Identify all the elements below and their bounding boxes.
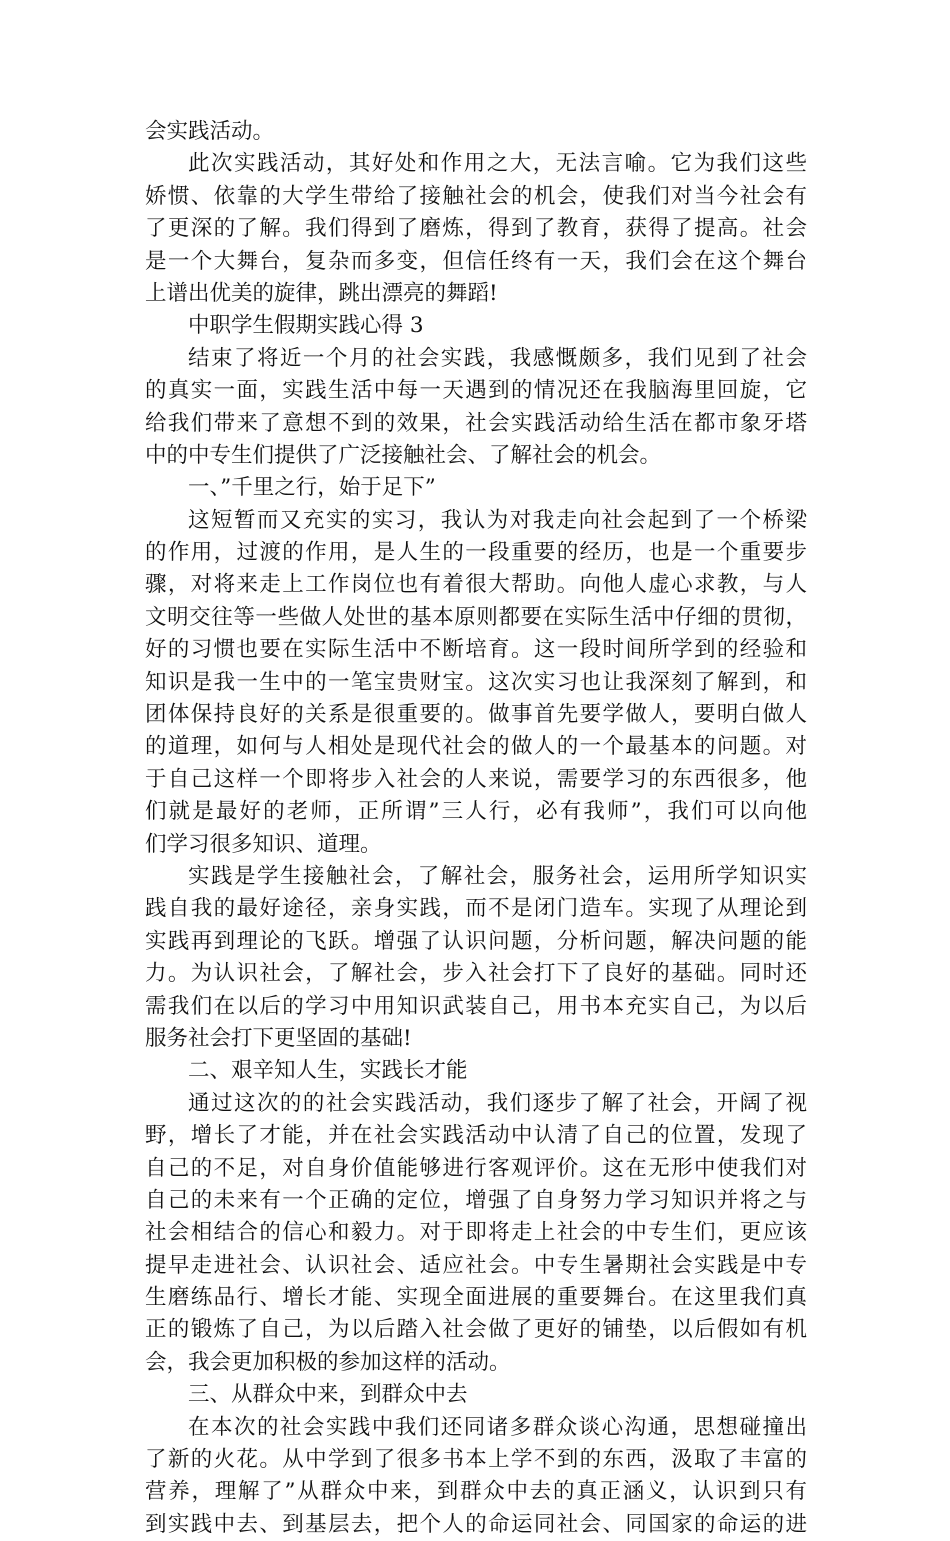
text-line: 服务社会打下更坚固的基础! — [145, 1025, 412, 1051]
text-line: 提早走进社会、认识社会、适应社会。中专生暑期社会实践是中专 — [145, 1252, 807, 1278]
text-line: 通过这次的的社会实践活动，我们逐步了解了社会，开阔了视 — [188, 1090, 807, 1116]
text-line: 的作用，过渡的作用，是人生的一段重要的经历，也是一个重要步 — [145, 540, 807, 566]
text-line: 知识是我一生中的一笔宝贵财宝。这次实习也让我深刻了解到，和 — [145, 669, 807, 695]
text-line: 了更深的了解。我们得到了磨炼，得到了教育，获得了提高。社会 — [145, 216, 807, 242]
text-line: 中职学生假期实践心得 3 — [188, 313, 424, 339]
text-line: 这短暂而又充实的实习，我认为对我走向社会起到了一个桥梁 — [188, 507, 807, 533]
text-line: 是一个大舞台，复杂而多变，但信任终有一天，我们会在这个舞台 — [145, 248, 807, 274]
text-line: 需我们在以后的学习中用知识武装自己，用书本充实自己，为以后 — [145, 993, 807, 1019]
text-line: 力。为认识社会，了解社会，步入社会打下了良好的基础。同时还 — [145, 961, 807, 987]
text-line: 此次实践活动，其好处和作用之大，无法言喻。它为我们这些 — [188, 151, 807, 177]
text-line: 实践再到理论的飞跃。增强了认识问题，分析问题，解决问题的能 — [145, 928, 807, 954]
text-line: 团体保持良好的关系是很重要的。做事首先要学做人，要明白做人 — [145, 702, 807, 728]
text-line: 二、艰辛知人生，实践长才能 — [188, 1058, 468, 1084]
text-line: 的道理，如何与人相处是现代社会的做人的一个最基本的问题。对 — [145, 734, 807, 760]
text-line: 自己的不足，对自身价值能够进行客观评价。这在无形中使我们对 — [145, 1155, 807, 1181]
text-line: 社会相结合的信心和毅力。对于即将走上社会的中专生们，更应该 — [145, 1220, 807, 1246]
text-line: 会，我会更加积极的参加这样的活动。 — [145, 1349, 511, 1375]
text-line: 们就是最好的老师，正所谓”三人行，必有我师”，我们可以向他 — [145, 799, 807, 825]
text-line: 中的中专生们提供了广泛接触社会、了解社会的机会。 — [145, 442, 662, 468]
text-line: 自己的未来有一个正确的定位，增强了自身努力学习知识并将之与 — [145, 1187, 807, 1213]
text-line: 一、”千里之行，始于足下” — [188, 475, 436, 501]
text-line: 在本次的社会实践中我们还同诸多群众谈心沟通，思想碰撞出 — [188, 1414, 807, 1440]
text-line: 会实践活动。 — [145, 119, 275, 144]
text-line: 生磨练品行、增长才能、实现全面进展的重要舞台。在这里我们真 — [145, 1285, 807, 1311]
text-line: 上谱出优美的旋律，跳出漂亮的舞蹈! — [145, 280, 498, 306]
text-line: 于自己这样一个即将步入社会的人来说，需要学习的东西很多，他 — [145, 766, 807, 792]
text-line: 三、从群众中来，到群众中去 — [188, 1382, 468, 1408]
text-line: 给我们带来了意想不到的效果，社会实践活动给生活在都市象牙塔 — [145, 410, 807, 436]
document-page — [145, 116, 807, 1541]
text-line: 实践是学生接触社会，了解社会，服务社会，运用所学知识实 — [188, 863, 807, 889]
text-line: 正的锻炼了自己，为以后踏入社会做了更好的铺垫，以后假如有机 — [145, 1317, 807, 1343]
text-line: 野，增长了才能，并在社会实践活动中认清了自己的位置，发现了 — [145, 1123, 807, 1149]
text-line: 营养，理解了”从群众中来，到群众中去的真正涵义，认识到只有 — [145, 1479, 807, 1505]
text-line: 到实践中去、到基层去，把个人的命运同社会、同国家的命运的进 — [145, 1511, 807, 1537]
text-line: 结束了将近一个月的社会实践，我感慨颇多，我们见到了社会 — [188, 345, 807, 371]
text-line: 们学习很多知识、道理。 — [145, 831, 382, 857]
text-line: 了新的火花。从中学到了很多书本上学不到的东西，汲取了丰富的 — [145, 1447, 807, 1473]
text-line: 践自我的最好途径，亲身实践，而不是闭门造车。实现了从理论到 — [145, 896, 807, 922]
text-line: 骤，对将来走上工作岗位也有着很大帮助。向他人虚心求教，与人 — [145, 572, 807, 598]
text-line: 的真实一面，实践生活中每一天遇到的情况还在我脑海里回旋，它 — [145, 378, 807, 404]
text-line: 文明交往等一些做人处世的基本原则都要在实际生活中仔细的贯彻， — [145, 604, 807, 630]
text-line: 娇惯、依靠的大学生带给了接触社会的机会，使我们对当今社会有 — [145, 183, 807, 209]
text-line: 好的习惯也要在实际生活中不断培育。这一段时间所学到的经验和 — [145, 637, 807, 663]
